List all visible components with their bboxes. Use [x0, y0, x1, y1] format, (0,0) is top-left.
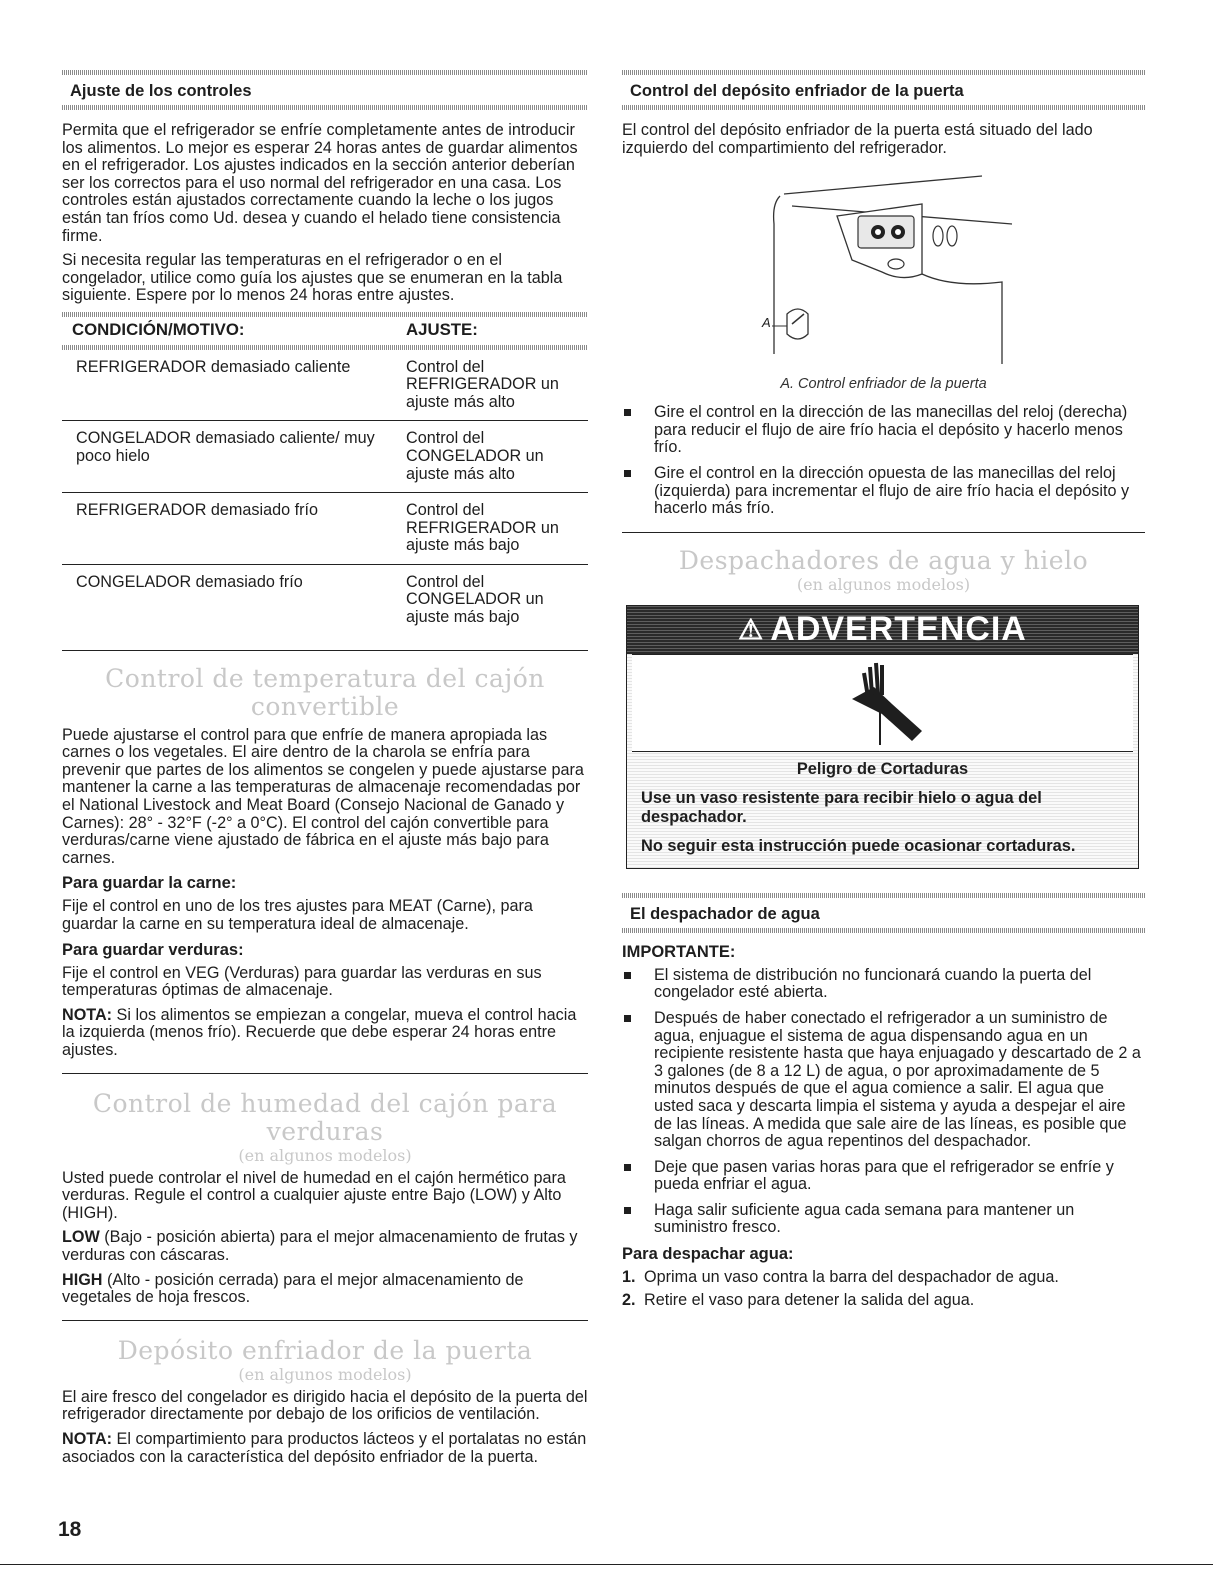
list-item: Después de haber conectado el refrigerador a un suministro de agua, enjuague el sistema de agua dispensando agua en un recipiente resistente hasta que haya enjuagado y descartado de 2 a 3 galones (de 8 a 12 L) de agua, o por aproximadamente de 5 minutos después de que el agua comience a salir. El agua que usted saca y descarta limpia el sistema y ayuda a despejar el aire de las líneas. A medida que sale aire de las líneas, es posible que salgan chorros de agua repentinos del despachador. — [622, 1010, 1145, 1151]
left-column — [62, 70, 588, 1473]
section-title-door-bin: Depósito enfriador de la puerta — [117, 1335, 533, 1365]
high-text: (Alto - posición cerrada) para el mejor almacenamiento de vegetales de hoja frescos. — [62, 1270, 524, 1307]
warning-text — [627, 752, 1138, 868]
table-cell-adjust: Control del REFRIGERADOR un ajuste más bajo — [406, 493, 588, 565]
warning-header — [627, 606, 1138, 654]
list-item: Haga salir suficiente agua cada semana para mantener un suministro fresco. — [622, 1202, 1145, 1237]
section-heading-door-control: Control del depósito enfriador de la puerta — [630, 82, 964, 100]
paragraph: Fije el control en VEG (Verduras) para guardar las verduras en sus temperaturas óptimas de almacenaje. — [62, 963, 542, 1000]
step-number: 1. — [622, 1268, 636, 1287]
low-text: (Bajo - posición abierta) para el mejor almacenamiento de frutas y verduras con cáscaras. — [62, 1228, 578, 1264]
warning-hazard: Peligro de Cortaduras — [796, 759, 969, 778]
paragraph: Si necesita regular las temperaturas en el refrigerador o en el congelador, utilice como guía los ajustes que se enumeran en la tabla siguiente. Espere por lo menos 24 horas entre ajustes. — [62, 251, 563, 305]
note-text: El compartimiento para productos lácteos y el portalatas no están asociados con la característica del depósito enfriador de la puerta. — [62, 1429, 587, 1466]
warning-box — [626, 605, 1139, 869]
paragraph: Fije el control en uno de los tres ajustes para MEAT (Carne), para guardar la carne en su temperatura ideal de almacenaje. — [62, 897, 533, 933]
section-heading-water-dispenser: El despachador de agua — [630, 904, 820, 923]
table-row — [62, 564, 588, 635]
section-heading-adjust-controls: Ajuste de los controles — [70, 82, 252, 100]
paragraph — [62, 1229, 588, 1264]
paragraph: Usted puede controlar el nivel de humedad en el cajón hermético para verduras. Regule el control a cualquier ajuste entre Bajo (LOW) y Alto (HIGH). — [62, 1168, 566, 1222]
table-cell-adjust: Control del CONGELADOR un ajuste más bajo — [406, 572, 544, 627]
section-title-humidity-control: Control de humedad del cajón para verduras — [92, 1088, 558, 1146]
important-label: IMPORTANTE: — [622, 942, 736, 961]
section-subtitle: (en algunos modelos) — [238, 1364, 412, 1384]
table-row — [62, 493, 588, 565]
page-number: 18 — [58, 1518, 82, 1541]
adjustment-table — [62, 317, 588, 636]
section-subtitle: (en algunos modelos) — [796, 574, 971, 594]
step-text: Retire el vaso para detener la salida del agua. — [644, 1290, 975, 1309]
note-label: NOTA: — [62, 1429, 113, 1448]
door-control-illustration — [622, 164, 1145, 374]
list-item: Gire el control en la dirección opuesta de las manecillas del reloj (izquierda) para incrementar el flujo de aire frío hacia el depósito y hacerlo más frío. — [622, 465, 1145, 518]
table-row — [62, 421, 588, 493]
table-header-adjust: AJUSTE: — [406, 319, 478, 339]
subheading-dispense-water: Para despachar agua: — [622, 1245, 794, 1264]
list-item: Deje que pasen varias horas para que el refrigerador se enfríe y pueda enfriar el agua. — [622, 1159, 1145, 1194]
warning-consequence: No seguir esta instrucción puede ocasionar cortaduras. — [641, 836, 1076, 855]
figure-callout-label: A — [762, 315, 771, 331]
note-label: NOTA: — [62, 1005, 113, 1024]
subheading-vegetables: Para guardar verduras: — [62, 940, 244, 959]
paragraph: Puede ajustarse el control para que enfríe de manera apropiada las carnes o los vegetales. El aire dentro de la charola se enfría para prevenir que partes de los alimentos se congelen y puede ajustarse para mantener la carne a las temperaturas de almacenaje recomendadas por el National Livestock and Meat Board (Consejo Nacional de Ganado y Carnes): 28° - 32°F (-2° a 0°C). El control del cajón convertible para verduras/carne viene ajustado de fábrica en el ajuste más bajo para carnes. — [62, 725, 584, 867]
section-subtitle: (en algunos modelos) — [238, 1145, 412, 1165]
cut-hazard-icon — [632, 654, 1133, 752]
warning-title: ADVERTENCIA — [770, 610, 1027, 649]
note-paragraph — [62, 1431, 588, 1466]
subheading-meat: Para guardar la carne: — [62, 874, 237, 893]
figure-caption: A. Control enfriador de la puerta — [780, 376, 987, 393]
step-item — [622, 1269, 1145, 1287]
paragraph: El aire fresco del congelador es dirigido hacia el depósito de la puerta del refrigerador directamente por debajo de los orificios de ventilación. — [62, 1387, 588, 1424]
table-cell-condition: REFRIGERADOR demasiado caliente — [62, 350, 406, 421]
paragraph — [62, 1272, 588, 1307]
list-item: El sistema de distribución no funcionará cuando la puerta del congelador esté abierta. — [622, 967, 1145, 1002]
warning-triangle-icon: ⚠ — [738, 614, 765, 646]
table-cell-condition: CONGELADOR demasiado caliente/ muy poco hielo — [62, 421, 406, 493]
note-text: Si los alimentos se empiezan a congelar, mueva el control hacia la izquierda (menos frío). Recuerde que debe esperar 24 horas entre ajustes. — [62, 1005, 577, 1059]
page-bottom-rule — [0, 1564, 1213, 1565]
table-cell-adjust: Control del CONGELADOR un ajuste más alto — [406, 421, 588, 493]
step-item — [622, 1292, 1145, 1310]
right-column — [622, 70, 1145, 1314]
table-header-condition: CONDICIÓN/MOTIVO: — [72, 319, 245, 339]
list-item: Gire el control en la dirección de las manecillas del reloj (derecha) para reducir el flujo de aire frío hacia el depósito y hacerlo menos frío. — [622, 404, 1145, 457]
section-title-dispensers: Despachadores de agua y hielo — [678, 545, 1089, 575]
table-header-row — [62, 317, 588, 345]
table-cell-adjust: Control del REFRIGERADOR un ajuste más alto — [406, 350, 588, 421]
note-paragraph — [62, 1007, 588, 1060]
low-label: LOW — [62, 1228, 100, 1247]
table-cell-condition: REFRIGERADOR demasiado frío — [62, 493, 406, 565]
step-text: Oprima un vaso contra la barra del despachador de agua. — [644, 1268, 1059, 1287]
table-row — [62, 350, 588, 421]
paragraph: Permita que el refrigerador se enfríe completamente antes de introducir los alimentos. Lo mejor es esperar 24 horas antes de guardar alimentos en el refrigerador. Los ajustes indicados en la sección anterior deberían ser los correctos para el uso normal del refrigerador en una casa. Los controles están ajustados correctamente cuando la leche o los jugos están tan fríos como Ud. desea y cuando el helado tiene consistencia firme. — [62, 121, 578, 245]
section-title-convertible-drawer: Control de temperatura del cajón convertible — [105, 663, 545, 721]
door-control-figure — [622, 164, 1145, 394]
warning-instruction: Use un vaso resistente para recibir hielo o agua del despachador. — [641, 788, 1042, 826]
high-label: HIGH — [62, 1270, 103, 1289]
step-number: 2. — [622, 1290, 636, 1309]
paragraph: El control del depósito enfriador de la puerta está situado del lado izquierdo del compartimiento del refrigerador. — [622, 121, 1093, 157]
table-cell-condition: CONGELADOR demasiado frío — [76, 572, 303, 591]
